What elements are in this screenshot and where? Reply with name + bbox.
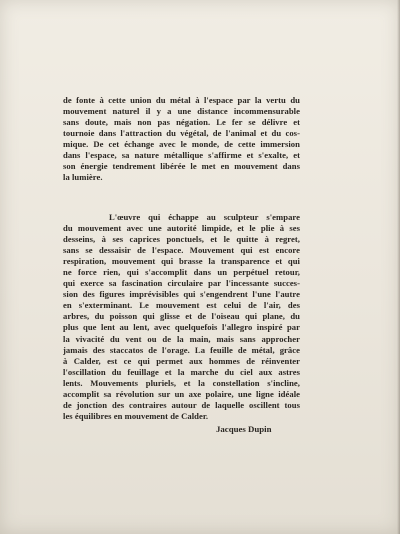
text-line: sion des figures imprévisibles qui s'engendrent l'une l'autre [63, 289, 300, 300]
text-line: ne force rien, qui s'accomplit dans un perpétuel retour, [63, 267, 300, 278]
text-line: mouvement naturel il y a une distance incommensurable [63, 106, 300, 117]
text-line: qui exerce sa fascination circulaire par l'incessante succes- [63, 278, 300, 289]
text-line: desseins, à ses caprices ponctuels, et le quitte à regret, [63, 234, 300, 245]
text-line: dans l'espace, sa nature métallique s'affirme et s'exalte, et [63, 150, 300, 161]
author-signature: Jacques Dupin [216, 424, 272, 434]
text-line: mique. De cet échange avec le monde, de cette immersion [63, 139, 300, 150]
text-line: les équilibres en mouvement de Calder. [63, 410, 209, 421]
text-line: la lumière. [63, 172, 103, 183]
text-line: sans se dessaisir de l'espace. Mouvement qui est encore [63, 245, 300, 256]
text-line: L'œuvre qui échappe au sculpteur s'empare [109, 212, 300, 222]
text-line: plus que lent au lent, avec quelquefois l'allegro inspiré par [63, 322, 300, 333]
text-line: accomplit sa révolution sur un axe polaire, une ligne idéale [63, 388, 300, 399]
text-line: lents. Mouvements pluriels, et la constellation s'incline, [63, 377, 300, 388]
text-line: à Calder, est ce qui permet aux hommes de réinventer [63, 355, 300, 366]
text-line: sans doute, mais non pas négation. Le fer se délivre et [63, 117, 300, 128]
text-line: du mouvement avec une autorité limpide, et le plie à ses [63, 223, 300, 234]
text-line: arbres, du poisson qui glisse et de l'oiseau qui plane, du [63, 311, 300, 322]
text-line: en s'exterminant. Le mouvement est celui de l'air, des [63, 300, 300, 311]
text-line: respiration, mouvement qui brasse la transparence et qui [63, 256, 300, 267]
paragraph-calder [63, 212, 300, 422]
text-line: jamais des staccatos de l'orage. La feuille de métal, grâce [63, 344, 300, 355]
text-line: son énergie tendrement libérée le met en mouvement dans [63, 161, 300, 172]
text-line: l'oscillation du feuillage et la marche du ciel aux astres [63, 366, 300, 377]
text-line: de fonte à cette union du métal à l'espace par la vertu du [63, 95, 300, 105]
text-line: de jonction des contraires autour de laquelle oscillent tous [63, 399, 300, 410]
paragraph-continued [63, 95, 300, 183]
text-line: tournoie dans l'attraction du végétal, de l'animal et du cos- [63, 128, 300, 139]
text-line: la vivacité du vent ou de la main, mais sans approcher [63, 333, 300, 344]
